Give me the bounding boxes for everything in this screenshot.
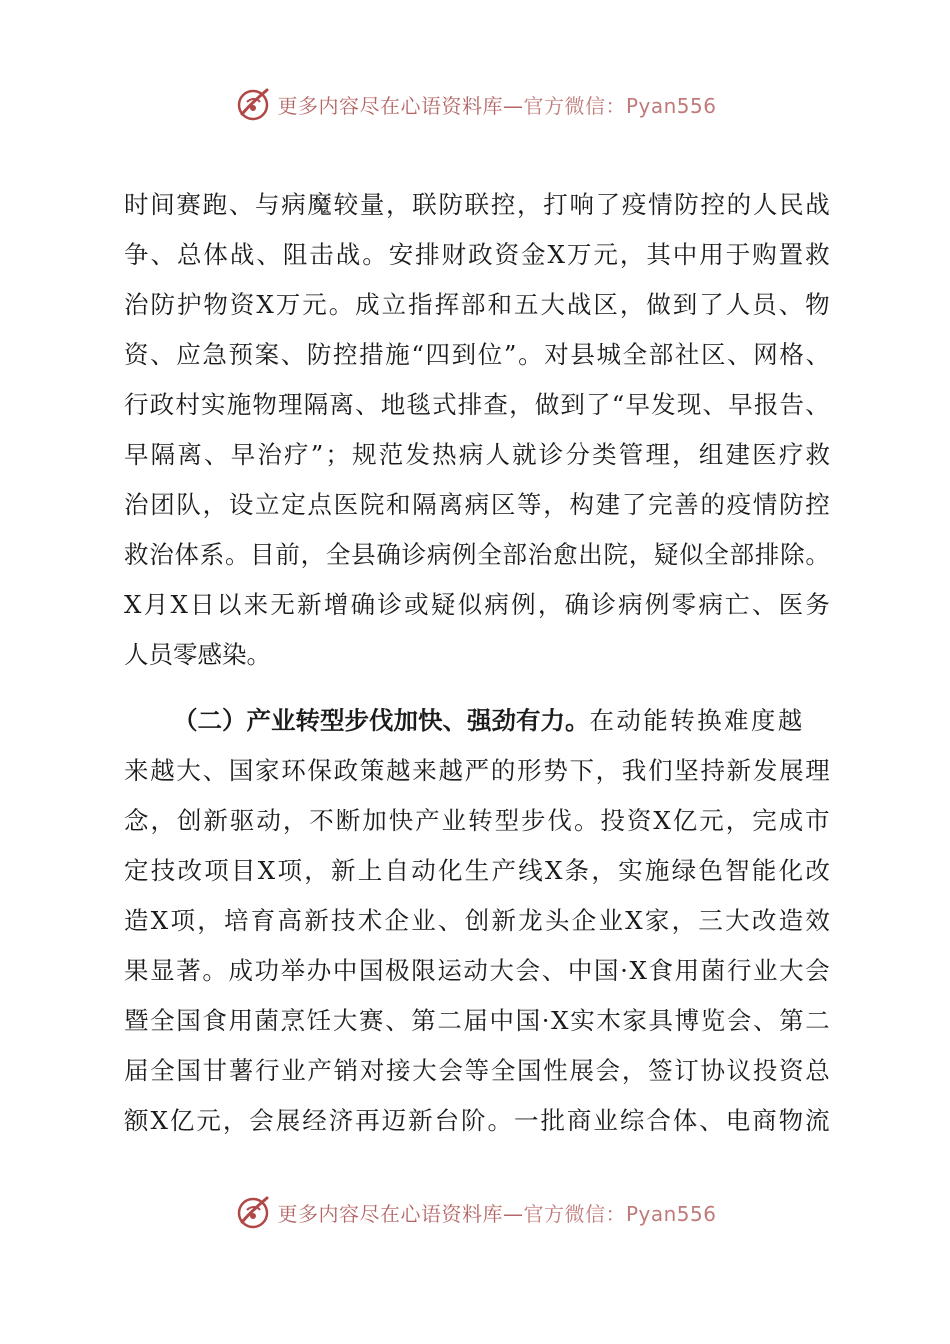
- watermark-text: [277, 90, 716, 119]
- text-line: 人员零感染。: [124, 640, 271, 669]
- text-line: 争 、 总 体 战 、 阻 击 战 。 安 排 财 政 资 金 X 万 元 ， 其 中 用 于 购 置 救: [124, 240, 830, 269]
- text-line: 额 X 亿 元 ， 会 展 经 济 再 迈 新 台 阶 。 一 批 商 业 综 合 体 、 电 商 物 流: [124, 1106, 830, 1135]
- watermark-wechat: 官方微信：Pyan556: [523, 1201, 717, 1226]
- text-line: 念 ， 创 新 驱 动 ， 不 断 加 快 产 业 转 型 步 伐 。 投 资 X 亿 元 ， 完 成 市: [124, 806, 830, 835]
- watermark-banner-bottom: [0, 1190, 950, 1234]
- text-line: 救 治 体 系 。 目 前 ， 全 县 确 诊 病 例 全 部 治 愈 出 院 ， 疑 似 全 部 排 除 。: [124, 540, 830, 569]
- watermark-site: 更多内容尽在心语资料库—: [277, 1201, 524, 1226]
- logo-icon: [233, 1192, 273, 1232]
- paragraph-1: [124, 180, 830, 680]
- text-line: X 月 X 日 以 来 无 新 增 确 诊 或 疑 似 病 例 ， 确 诊 病 例 零 病 亡 、 医 务: [124, 590, 830, 619]
- text-line: 造 X 项 ， 培 育 高 新 技 术 企 业 、 创 新 龙 头 企 业 X 家 ， 三 大 改 造 效: [124, 906, 830, 935]
- document-body: [124, 180, 830, 1146]
- text-line: 治 防 护 物 资 X 万 元 。 成 立 指 挥 部 和 五 大 战 区 ， 做 到 了 人 员 、 物: [124, 290, 830, 319]
- watermark-text: [277, 1198, 716, 1227]
- paragraph-2-first-text: 在动能转换难度越: [589, 706, 805, 735]
- watermark-site: 更多内容尽在心语资料库—: [277, 93, 524, 118]
- text-line: 治 团 队 ， 设 立 定 点 医 院 和 隔 离 病 区 等 ， 构 建 了 完 善 的 疫 情 防 控: [124, 490, 830, 519]
- logo-icon: [233, 84, 273, 124]
- watermark-wechat: 官方微信：Pyan556: [523, 93, 717, 118]
- text-line: 暨 全 国 食 用 菌 烹 饪 大 赛 、 第 二 届 中 国 · X 实 木 家 具 博 览 会 、 第 二: [124, 1006, 830, 1035]
- text-line: 时 间 赛 跑 、 与 病 魔 较 量 ， 联 防 联 控 ， 打 响 了 疫 情 防 控 的 人 民 战: [124, 190, 830, 219]
- paragraph-2: [124, 696, 830, 1146]
- text-line: 届 全 国 甘 薯 行 业 产 销 对 接 大 会 等 全 国 性 展 会 ， 签 订 协 议 投 资 总: [124, 1056, 830, 1085]
- paragraph-2-first-line: [124, 696, 830, 746]
- watermark-banner-top: [0, 82, 950, 126]
- section-heading: （二）产业转型步伐加快、强劲有力。: [173, 706, 590, 735]
- text-line: 果 显 著 。 成 功 举 办 中 国 极 限 运 动 大 会 、 中 国 · X 食 用 菌 行 业 大 会: [124, 956, 830, 985]
- text-line: 定 技 改 项 目 X 项 ， 新 上 自 动 化 生 产 线 X 条 ， 实 施 绿 色 智 能 化 改: [124, 856, 830, 885]
- text-line: 早 隔 离 、 早 治 疗 ” ； 规 范 发 热 病 人 就 诊 分 类 管 理 ， 组 建 医 疗 救: [124, 440, 830, 469]
- text-line: 行 政 村 实 施 物 理 隔 离 、 地 毯 式 排 查 ， 做 到 了 “ 早 发 现 、 早 报 告 、: [124, 390, 830, 419]
- text-line: 资 、 应 急 预 案 、 防 控 措 施 “ 四 到 位 ” 。 对 县 城 全 部 社 区 、 网 格 、: [124, 340, 830, 369]
- text-line: 来 越 大 、 国 家 环 保 政 策 越 来 越 严 的 形 势 下 ， 我 们 坚 持 新 发 展 理: [124, 756, 830, 785]
